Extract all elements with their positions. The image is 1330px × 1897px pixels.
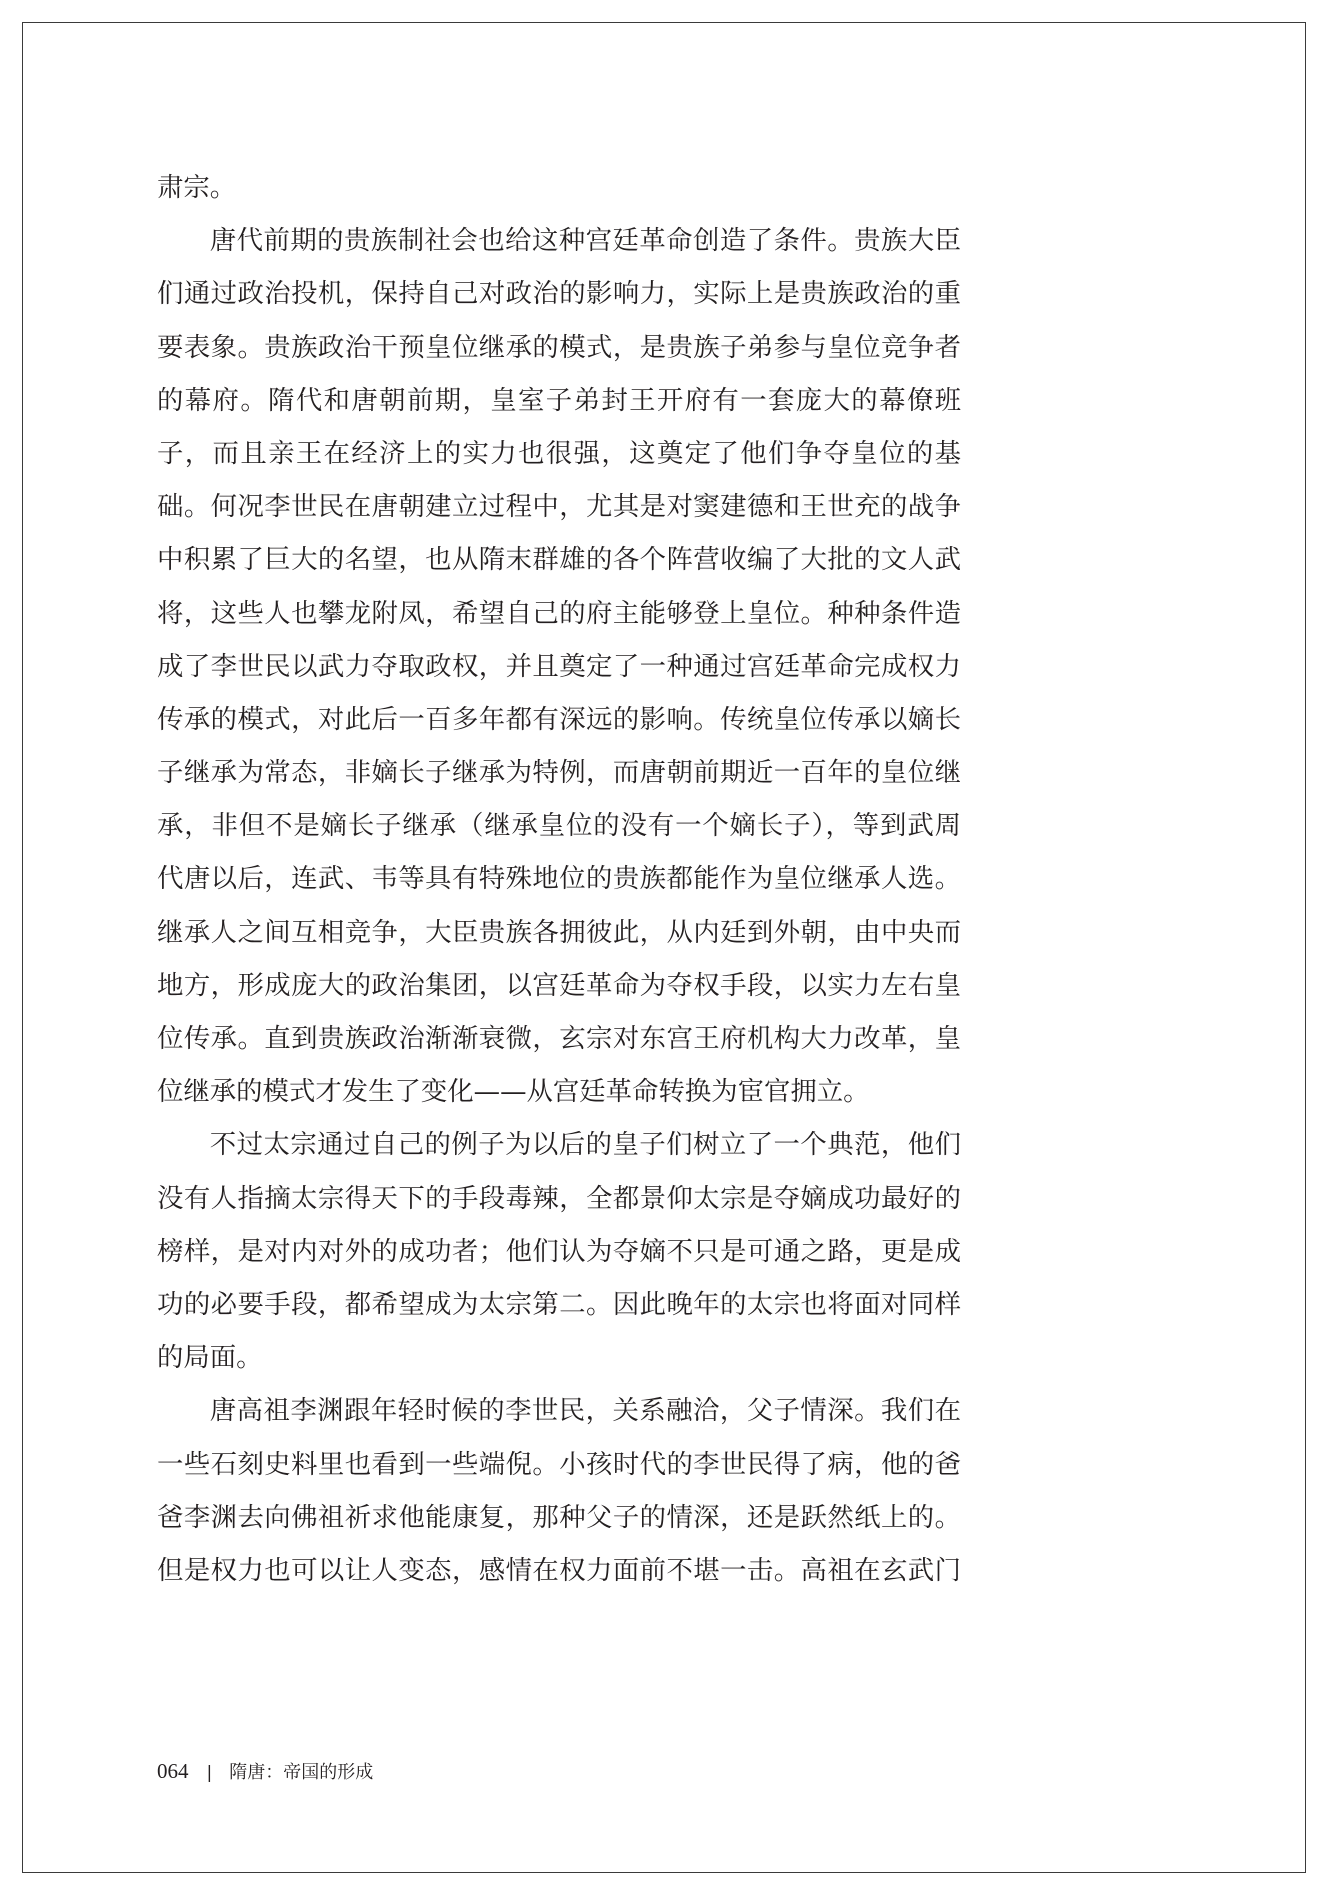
text-line: 传承的模式，对此后一百多年都有深远的影响。传统皇位传承以嫡长 (157, 703, 961, 735)
text-line: 位继承的模式才发生了变化——从宫廷革命转换为宦官拥立。 (157, 1076, 870, 1108)
text-line: 子继承为常态，非嫡长子继承为特例，而唐朝前期近一百年的皇位继 (157, 757, 961, 789)
paragraph (157, 1384, 961, 1597)
running-title: 隋唐：帝国的形成 (229, 1762, 374, 1783)
text-line: 肃宗。 (157, 172, 237, 203)
text-line: 们通过政治投机，保持自己对政治的影响力，实际上是贵族政治的重 (157, 278, 961, 310)
text-line: 继承人之间互相竞争，大臣贵族各拥彼此，从内廷到外朝，由中央而 (157, 916, 961, 948)
text-line: 没有人指摘太宗得天下的手段毒辣，全都景仰太宗是夺嫡成功最好的 (157, 1182, 961, 1214)
text-line: 础。何况李世民在唐朝建立过程中，尤其是对窦建德和王世充的战争 (157, 491, 961, 523)
text-line: 子，而且亲王在经济上的实力也很强，这奠定了他们争夺皇位的基 (157, 437, 961, 469)
text-line: 中积累了巨大的名望，也从隋末群雄的各个阵营收编了大批的文人武 (157, 544, 961, 576)
text-line: 但是权力也可以让人变态，感情在权力面前不堪一击。高祖在玄武门 (157, 1554, 961, 1586)
text-line: 地方，形成庞大的政治集团，以宫廷革命为夺权手段，以实力左右皇 (157, 969, 961, 1001)
footer-separator: | (206, 1763, 213, 1783)
text-line: 的局面。 (157, 1342, 263, 1374)
text-line: 唐高祖李渊跟年轻时候的李世民，关系融洽，父子情深。我们在 (209, 1395, 961, 1427)
page-footer (157, 1758, 373, 1784)
text-line: 榜样，是对内对外的成功者；他们认为夺嫡不只是可通之路，更是成 (157, 1235, 961, 1267)
text-line: 要表象。贵族政治干预皇位继承的模式，是贵族子弟参与皇位竞争者 (157, 331, 961, 363)
paragraph (157, 161, 961, 214)
paragraph (157, 1118, 961, 1384)
text-line: 承，非但不是嫡长子继承（继承皇位的没有一个嫡长子），等到武周 (157, 810, 961, 842)
paragraph (157, 214, 961, 1118)
text-line: 功的必要手段，都希望成为太宗第二。因此晚年的太宗也将面对同样 (157, 1288, 961, 1320)
page-number: 064 (157, 1759, 189, 1783)
text-line: 唐代前期的贵族制社会也给这种宫廷革命创造了条件。贵族大臣 (209, 225, 961, 257)
text-line: 代唐以后，连武、韦等具有特殊地位的贵族都能作为皇位继承人选。 (157, 863, 961, 895)
text-line: 不过太宗通过自己的例子为以后的皇子们树立了一个典范，他们 (209, 1129, 961, 1161)
text-line: 一些石刻史料里也看到一些端倪。小孩时代的李世民得了病，他的爸 (157, 1448, 961, 1480)
text-line: 成了李世民以武力夺取政权，并且奠定了一种通过宫廷革命完成权力 (157, 650, 961, 682)
text-line: 爸李渊去向佛祖祈求他能康复，那种父子的情深，还是跃然纸上的。 (157, 1501, 961, 1533)
text-line: 的幕府。隋代和唐朝前期，皇室子弟封王开府有一套庞大的幕僚班 (157, 384, 961, 416)
body-text (157, 161, 961, 1597)
text-line: 位传承。直到贵族政治渐渐衰微，玄宗对东宫王府机构大力改革，皇 (157, 1023, 961, 1054)
text-line: 将，这些人也攀龙附凤，希望自己的府主能够登上皇位。种种条件造 (157, 597, 961, 629)
